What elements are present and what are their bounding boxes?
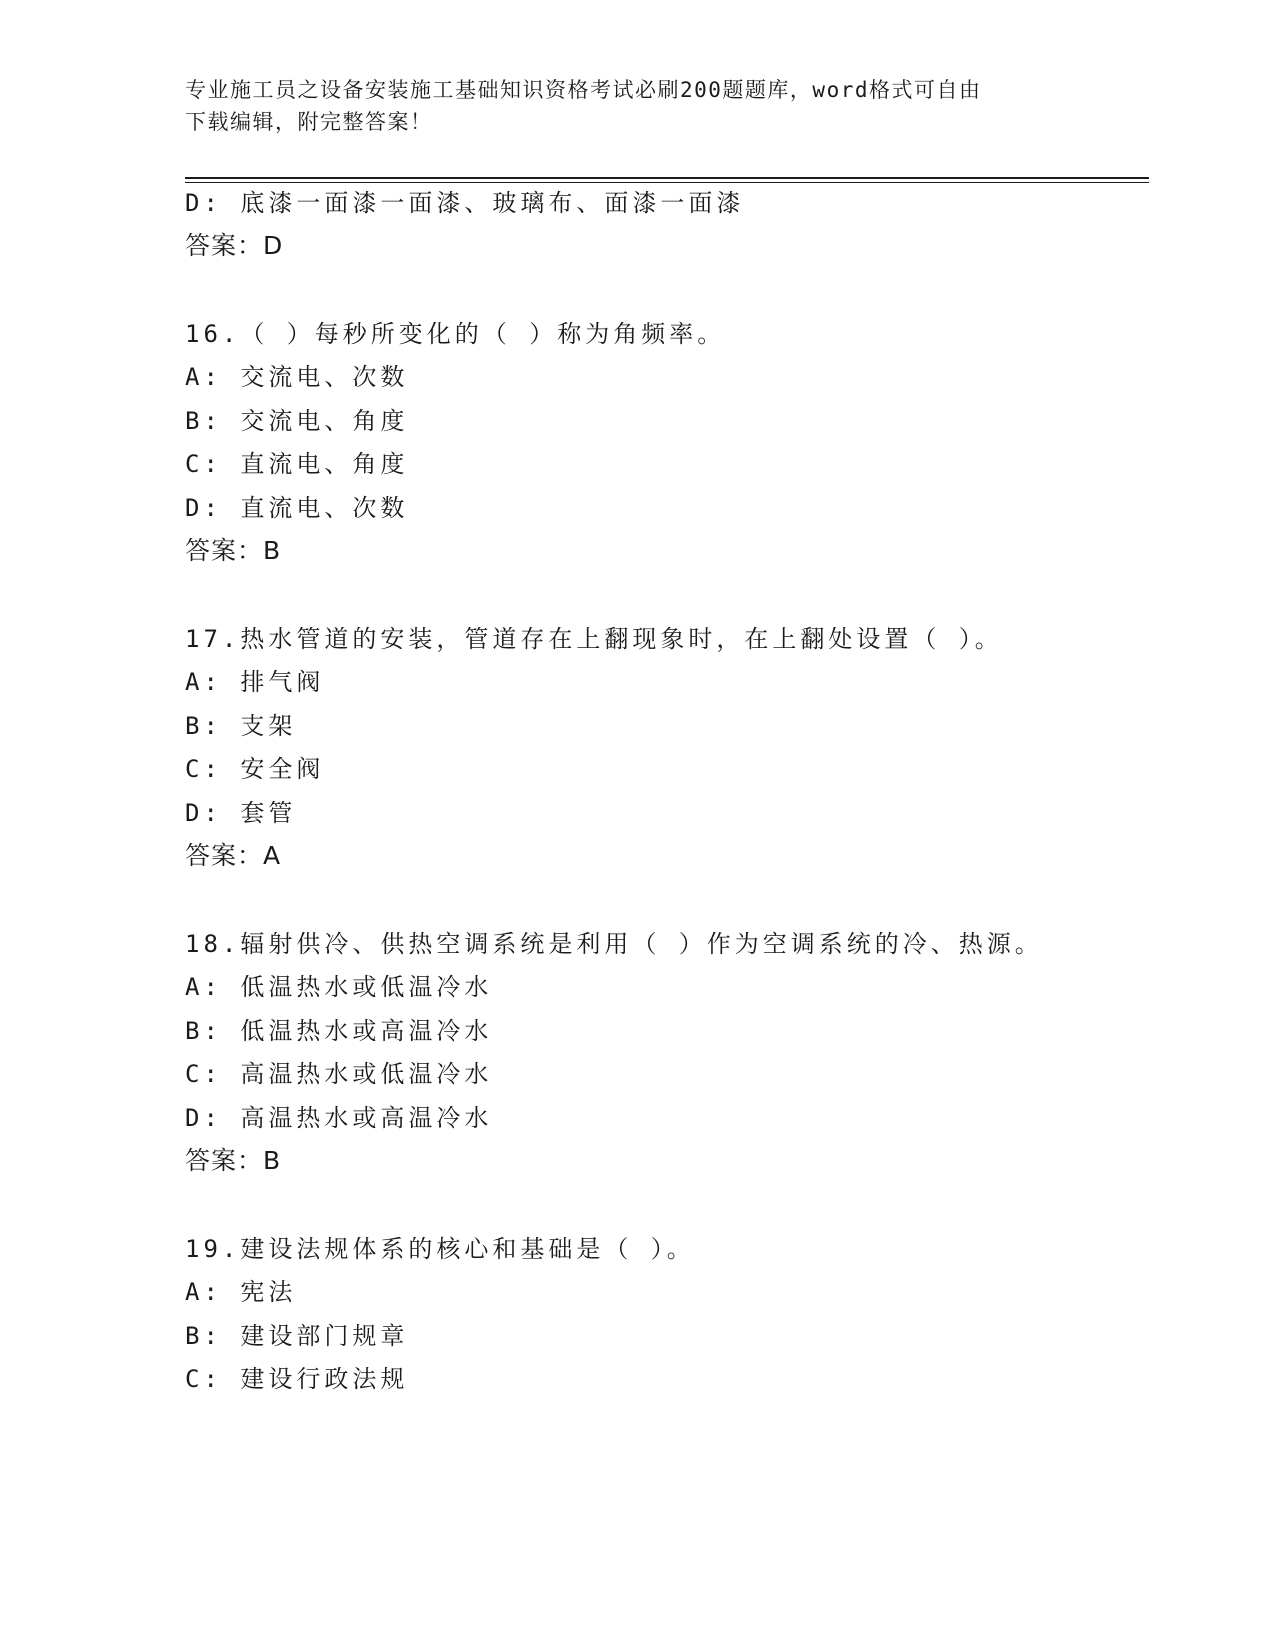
answer: 答案：A [185,841,282,870]
answer: 答案：B [185,536,282,565]
option-c: C: 建设行政法规 [185,1365,409,1393]
question-stem: 17.热水管道的安装，管道存在上翻现象时，在上翻处设置（ ）。 [185,625,1003,653]
option-c: C: 安全阀 [185,755,325,783]
option-d: D: 直流电、次数 [185,494,409,522]
option-d: D: 套管 [185,799,297,827]
option-a: A: 排气阀 [185,668,325,696]
option-a: A: 交流电、次数 [185,363,409,391]
option-d: D: 高温热水或高温冷水 [185,1104,493,1132]
header-line-2: 下载编辑，附完整答案！ [185,110,433,134]
option-c: C: 高温热水或低温冷水 [185,1060,493,1088]
question-stem: 16.（ ）每秒所变化的（ ）称为角频率。 [185,320,726,348]
question-stem: 18.辐射供冷、供热空调系统是利用（ ）作为空调系统的冷、热源。 [185,930,1043,958]
option-c: C: 直流电、角度 [185,450,409,478]
option-b: B: 支架 [185,712,297,740]
option-b: B: 建设部门规章 [185,1322,409,1350]
option-a: A: 宪法 [185,1278,297,1306]
option-a: A: 低温热水或低温冷水 [185,973,493,1001]
header-divider-thick [185,177,1149,179]
option-b: B: 交流电、角度 [185,407,409,435]
header-line-1: 专业施工员之设备安装施工基础知识资格考试必刷200题题库，word格式可自由 [185,78,982,102]
header-divider-thin [185,182,1149,183]
prev-option-d: D: 底漆一面漆一面漆、玻璃布、面漆一面漆 [185,189,745,217]
prev-answer: 答案：D [185,231,284,260]
question-stem: 19.建设法规体系的核心和基础是（ ）。 [185,1235,695,1263]
option-b: B: 低温热水或高温冷水 [185,1017,493,1045]
document-header [185,74,1085,138]
answer: 答案：B [185,1146,282,1175]
